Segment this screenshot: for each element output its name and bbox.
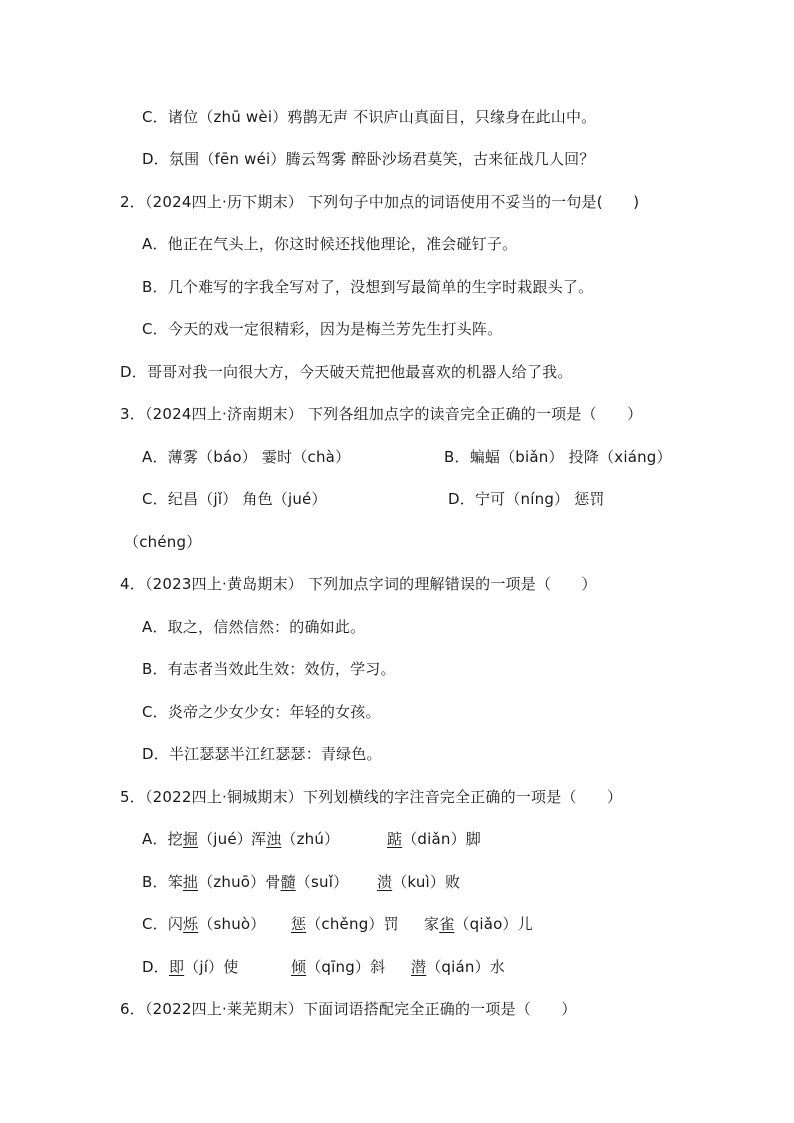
char: 罚 [383,915,399,933]
pinyin: （zhuō） [198,873,266,891]
q5-option-a-word-3 [387,829,481,849]
underlined-char: 浊 [266,830,282,848]
q1-option-d: D．氛围（fēn wéi）腾云驾雾 醉卧沙场君莫笑，古来征战几人回？ [142,150,595,168]
underlined-char: 踮 [387,830,403,848]
option-label: D． [142,958,169,976]
char: 斜 [370,958,386,976]
q3-option-a: A．薄雾（báo） 霎时（chà） [142,448,351,466]
char: 骨 [265,873,281,891]
underlined-char: 惩 [291,915,307,933]
underlined-char: 髓 [280,873,296,891]
q2-option-c: C．今天的戏一定很精彩，因为是梅兰芳先生打头阵。 [142,320,503,338]
underlined-char: 即 [168,958,185,976]
q5-option-c-word-3 [424,914,533,934]
q4-option-a: A．取之，信然信然：的确如此。 [142,618,366,636]
question-2: 2．（2024四上·历下期末） 下列句子中加点的词语使用不妥当的一句是( ) [120,193,640,211]
pinyin: （zhú） [281,830,340,848]
underlined-char: 潜 [411,958,427,976]
q3-option-d-continued: （chéng） [124,533,202,551]
q5-option-b [142,872,348,892]
underlined-char: 雀 [439,915,455,933]
pinyin: （kuì） [392,873,446,891]
char: 浑 [251,830,267,848]
q5-option-b-word-3 [377,872,460,892]
q3-option-c: C．纪昌（jǐ） 角色（jué） [142,490,327,508]
q4-option-d: D．半江瑟瑟半江红瑟瑟：青绿色。 [142,745,382,763]
char: 闪 [167,915,184,933]
underlined-char: 倾 [291,958,307,976]
q2-option-d: D．哥哥对我一向很大方，今天破天荒把他最喜欢的机器人给了我。 [120,363,573,381]
char: 挖 [167,830,183,848]
q5-option-d-word-2 [291,957,385,977]
pinyin: （diǎn） [402,830,466,848]
pinyin: （qīng） [306,958,371,976]
pinyin: （chěng） [306,915,384,933]
pinyin: （qiǎo） [454,915,518,933]
q1-option-c: C．诸位（zhū wèi）鸦鹊无声 不识庐山真面目，只缘身在此山中。 [142,108,597,126]
q5-option-a [142,829,252,849]
q5-option-a-word-2 [251,829,339,849]
question-3: 3．（2024四上·济南期末） 下列各组加点字的读音完全正确的一项是（ ） [120,405,643,423]
option-label: B． [142,873,168,891]
q5-option-c-word-2 [291,914,399,934]
question-5: 5．（2022四上·铜城期末）下列划横线的字注音完全正确的一项是（ ） [120,788,623,806]
char: 使 [223,958,239,976]
pinyin: （suǐ） [295,873,349,891]
underlined-char: 掘 [182,830,199,848]
q5-option-d [142,957,239,977]
char: 笨 [167,873,183,891]
option-label: C． [142,915,168,933]
pinyin: （jí） [184,958,224,976]
char: 儿 [517,915,533,933]
q3-option-d: D．宁可（níng） 惩罚 [448,490,605,508]
question-6: 6．（2022四上·莱芜期末）下面词语搭配完全正确的一项是（ ） [120,1000,577,1018]
underlined-char: 烁 [183,915,199,933]
q3-option-b: B．蝙蝠（biǎn） 投降（xiáng） [444,448,672,466]
question-4: 4．（2023四上·黄岛期末） 下列加点字词的理解错误的一项是（ ） [120,575,597,593]
char: 脚 [465,830,481,848]
q4-option-c: C．炎帝之少女少女：年轻的女孩。 [142,703,381,721]
q5-option-c [142,914,266,934]
underlined-char: 拙 [182,873,199,891]
pinyin: （qián） [426,958,490,976]
option-label: A． [142,830,168,848]
pinyin: （jué） [198,830,252,848]
char: 败 [445,873,461,891]
char: 水 [489,958,505,976]
q2-option-b: B．几个难写的字我全写对了，没想到写最简单的生字时栽跟头了。 [142,278,594,296]
q4-option-b: B．有志者当效此生效：效仿，学习。 [142,660,396,678]
pinyin: （shuò） [198,915,266,933]
char: 家 [424,915,440,933]
underlined-char: 溃 [377,873,393,891]
q2-option-a: A．他正在气头上，你这时候还找他理论，准会碰钉子。 [142,235,518,253]
q5-option-d-word-3 [411,957,505,977]
